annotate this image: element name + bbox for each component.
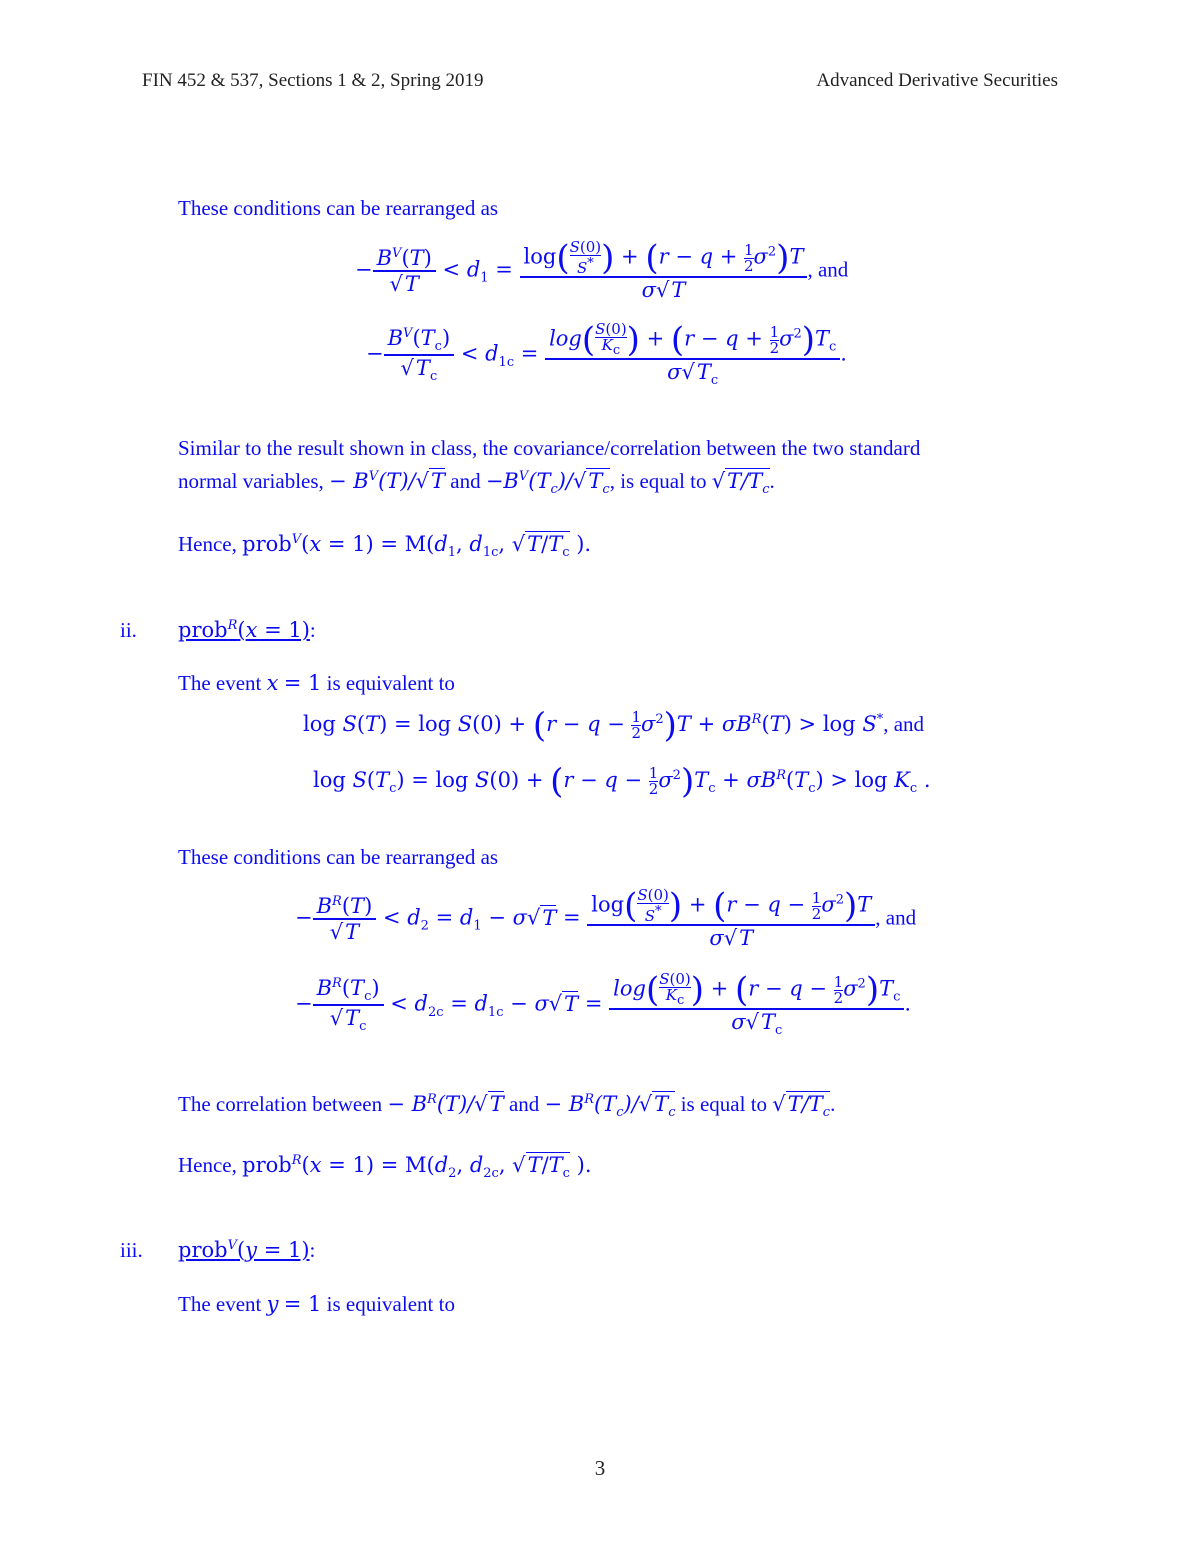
paragraph-event-y: The event y = 1 is equivalent to <box>178 1292 455 1316</box>
paragraph-hence-2: Hence, prob$^R$(x = $1) = M(d_2$, $d_{2c}$, $√T/T_c$ ). <box>178 1153 592 1182</box>
header-right: Advanced Derivative Securities <box>816 70 1058 91</box>
paragraph-rearranged-1: These conditions can be rearranged as <box>178 196 499 220</box>
equation-logST: log S(T) = log S(0) + (r − q − $\frac{1}{2}$ $\sigma^2)T + \sigma B^R(T) > \log S^*$, and <box>303 705 925 746</box>
paragraph-correlation: The correlation between − $B^R(T)/√T$ and − $B^R(T_c)/√T_c$ is equal to $√T/T_c$. <box>178 1092 836 1121</box>
section-title-iii: prob$^V$(y = 1): <box>178 1238 316 1262</box>
equation-d1: − $\frac{B^V(T)}{√T}$ < $d_1$ = log( $\frac{S(0)}{S^*}$ ) + (r − q + $\frac{1}{2}$ $\sigma^2)T$ σ√T , and <box>355 238 849 302</box>
equation-d2c: − $\frac{B^R(T_c)}{√T_c}$ < $d_{2c} = d_{1c} - \sigma√T$ = log( $\frac{S(0)}{K_c}$ ) + (r − q − $\frac{1}{2}$ $\sigma^2)T_c$ $\sigma√T_c$ . <box>295 970 912 1039</box>
equation-d2: − $\frac{B^R(T)}{√T}$ < $d_2 = d_1 - \sigma√T$ = log( $\frac{S(0)}{S^*}$ ) + (r − q − $\frac{1}{2}$ $\sigma^2)T$ σ√T , and <box>295 886 917 950</box>
section-title-ii: prob$^R$(x = 1): <box>178 618 316 642</box>
section-number-ii: ii. <box>120 618 137 642</box>
section-number-iii: iii. <box>120 1238 143 1262</box>
equation-logSTc: $\log S(T_c) = \log S(0) + (r - q$ − $\frac{1}{2}$ $\sigma^2)T_c + \sigma B^R(T_c) > \log K_c$ . <box>313 761 931 802</box>
paragraph-event-x: The event x = 1 is equivalent to <box>178 671 455 695</box>
paragraph-similar: Similar to the result shown in class, the covariance/correlation between the two standard normal variables, − $B^V(T)/√T$ and $-B^V(T_c)/√T_c$, is equal to $√T/T_c$. <box>178 436 921 498</box>
page-number: 3 <box>594 1456 606 1480</box>
paragraph-rearranged-2: These conditions can be rearranged as <box>178 845 499 869</box>
equation-d1c: − $\frac{B^V(T_c)}{√T_c}$ < $d_{1c}$ = log( $\frac{S(0)}{K_c}$ ) + (r − q + $\frac{1}{2}$ $\sigma^2)T_c$ $\sigma√T_c$ . <box>366 320 847 389</box>
header-left: FIN 452 & 537, Sections 1 & 2, Spring 2019 <box>142 70 484 91</box>
paragraph-hence-1: Hence, prob$^V$(x = $1) = M(d_1$, $d_{1c}$, $√T/T_c$ ). <box>178 532 592 561</box>
